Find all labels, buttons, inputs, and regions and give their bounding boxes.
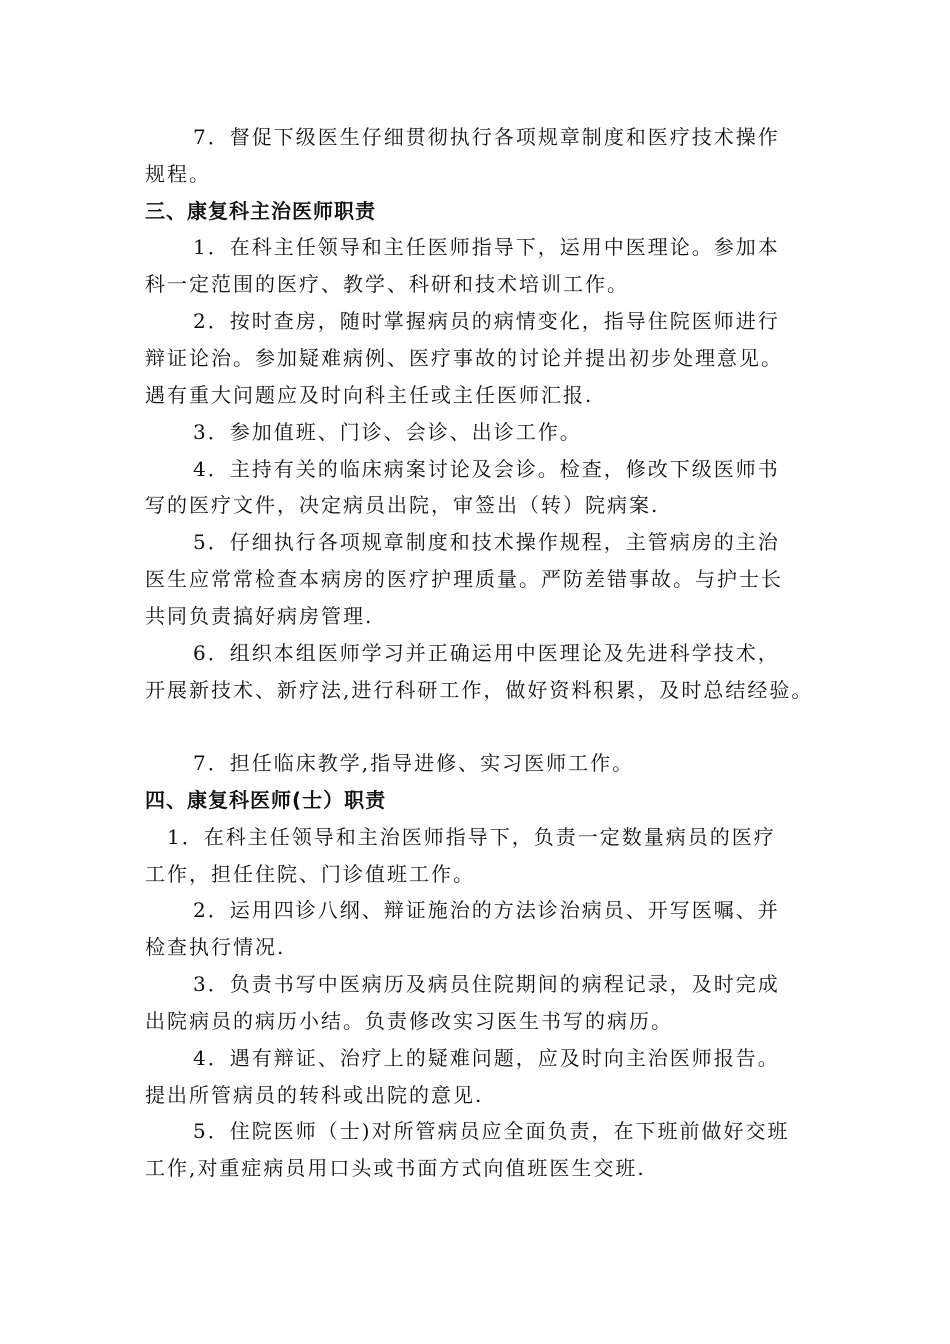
paragraph-line: 遇有重大问题应及时向科主任或主任医师汇报. — [145, 383, 594, 407]
paragraph-line: 写的医疗文件，决定病员出院，审签出（转）院病案. — [145, 493, 660, 517]
paragraph-line: 4．遇有辩证、治疗上的疑难问题，应及时向主治医师报告。 — [193, 1046, 780, 1070]
paragraph-line: 5．住院医师（士)对所管病员应全面负责，在下班前做好交班 — [193, 1119, 790, 1143]
paragraph-line: 4．主持有关的临床病案讨论及会诊。检查，修改下级医师书 — [193, 457, 780, 481]
paragraph-line: 7．督促下级医生仔细贯彻执行各项规章制度和医疗技术操作 — [193, 125, 780, 149]
section-heading: 四、康复科医师(士）职责 — [145, 788, 387, 812]
paragraph-line: 3．参加值班、门诊、会诊、出诊工作。 — [193, 420, 582, 444]
paragraph-line: 1．在科主任领导和主任医师指导下，运用中医理论。参加本 — [193, 235, 780, 259]
paragraph-line: 医生应常常检查本病房的医疗护理质量。严防差错事故。与护士长 — [145, 567, 783, 591]
paragraph-line: 2．按时查房，随时掌握病员的病情变化，指导住院医师进行 — [193, 309, 780, 333]
paragraph-line: 工作,对重症病员用口头或书面方式向值班医生交班. — [145, 1156, 646, 1180]
paragraph-line: 科一定范围的医疗、教学、科研和技术培训工作。 — [145, 272, 629, 296]
paragraph-line: 规程。 — [145, 162, 211, 186]
paragraph-line: 7．担任临床教学,指导进修、实习医师工作。 — [193, 751, 635, 775]
paragraph-line: 共同负责搞好病房管理. — [145, 604, 374, 628]
paragraph-line: 开展新技术、新疗法,进行科研工作，做好资料积累，及时总结经验。 — [145, 678, 814, 702]
paragraph-line: 辩证论治。参加疑难病例、医疗事故的讨论并提出初步处理意见。 — [145, 346, 783, 370]
paragraph-line: 出院病员的病历小结。负责修改实习医生书写的病历。 — [145, 1009, 673, 1033]
paragraph-line: 5．仔细执行各项规章制度和技术操作规程，主管病房的主治 — [193, 530, 780, 554]
paragraph-line: 3．负责书写中医病历及病员住院期间的病程记录，及时完成 — [193, 972, 780, 996]
paragraph-line: 工作，担任住院、门诊值班工作。 — [145, 862, 475, 886]
paragraph-line: 1．在科主任领导和主治医师指导下，负责一定数量病员的医疗 — [167, 825, 776, 849]
paragraph-line: 提出所管病员的转科或出院的意见. — [145, 1083, 484, 1107]
paragraph-line: 检查执行情况. — [145, 935, 286, 959]
section-heading: 三、康复科主治医师职责 — [145, 199, 376, 223]
paragraph-line: 2．运用四诊八纲、辩证施治的方法诊治病员、开写医嘱、并 — [193, 898, 780, 922]
paragraph-line: 6．组织本组医师学习并正确运用中医理论及先进科学技术， — [193, 641, 780, 665]
